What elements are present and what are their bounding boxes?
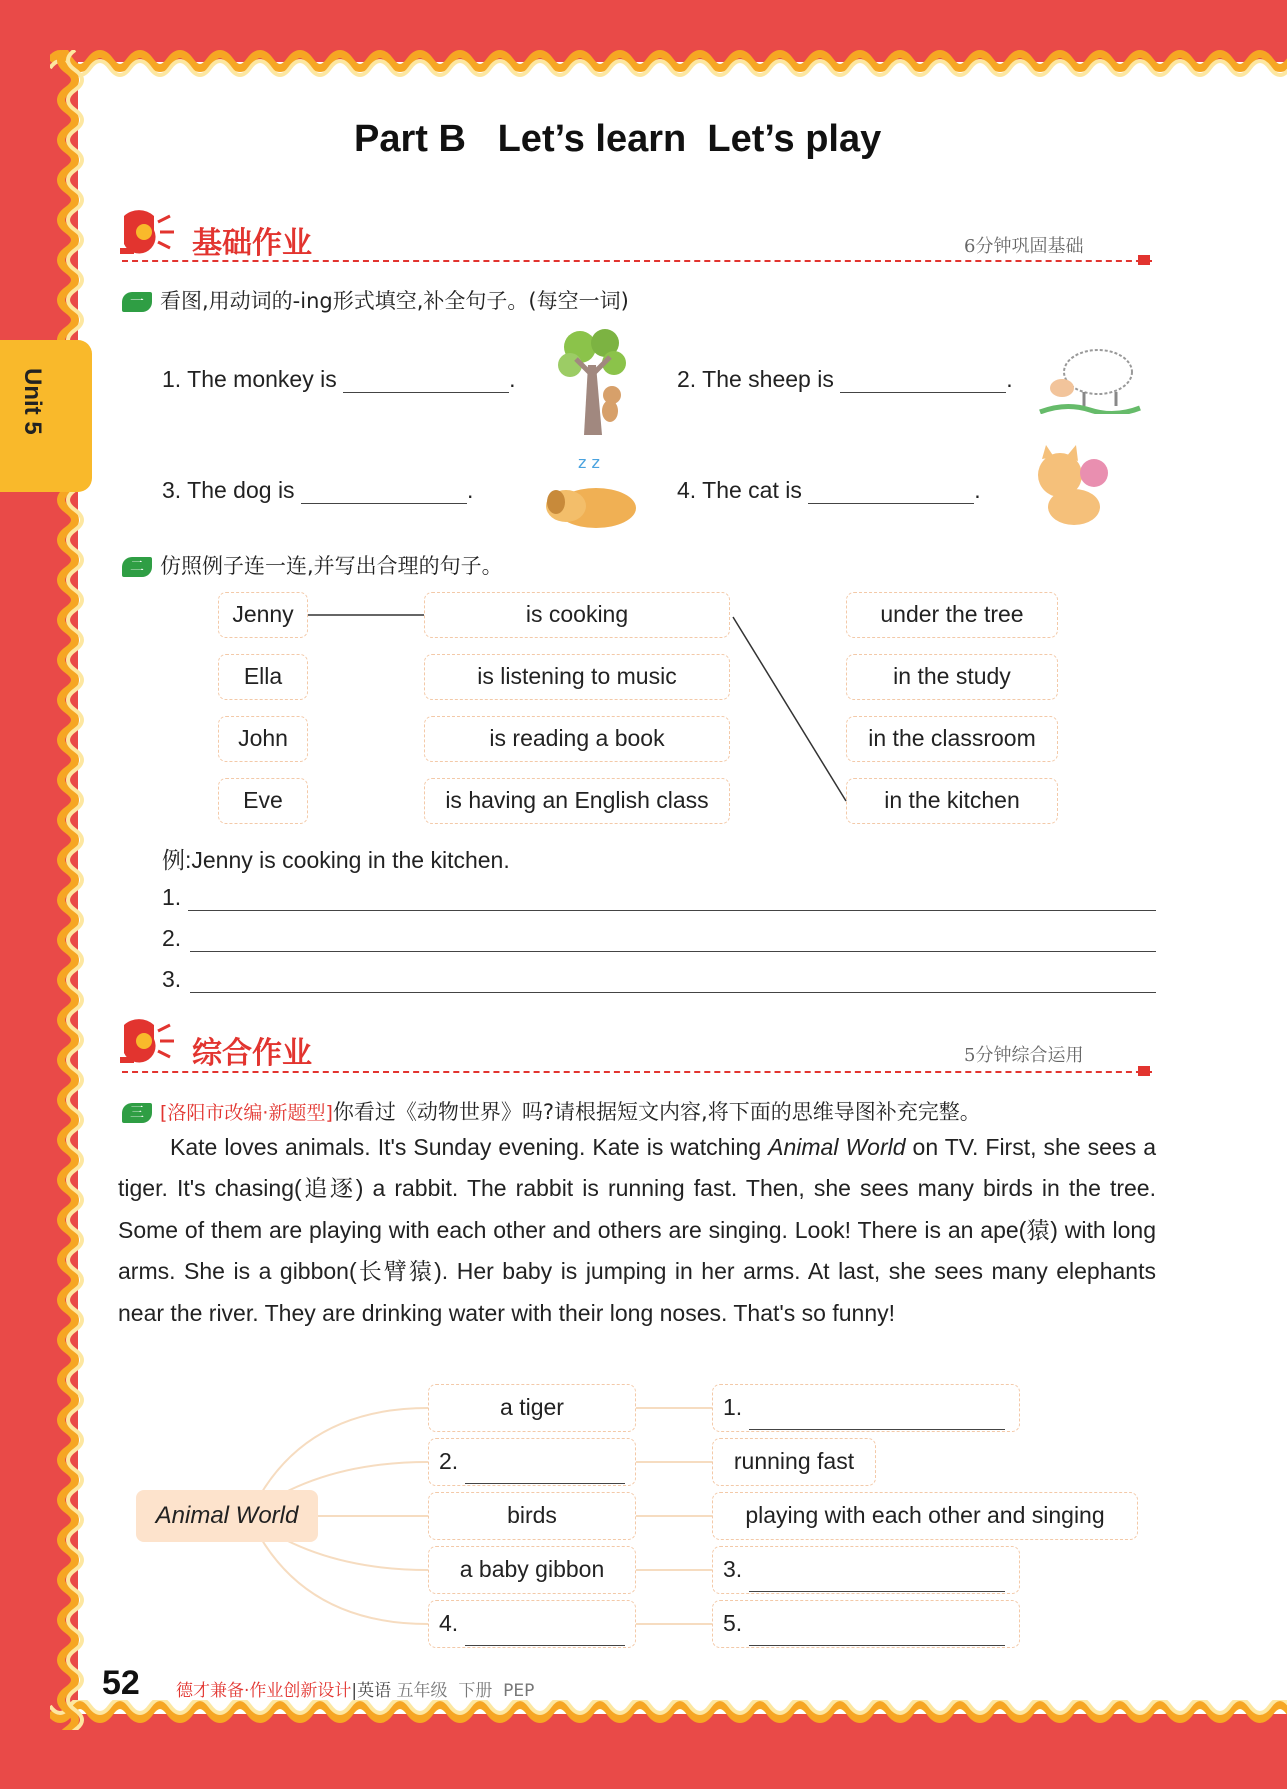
q2-badge: 二 [122,557,152,577]
q2-example: 例:Jenny is cooking in the kitchen. [162,847,510,873]
q1-item-1: 1. The monkey is . [162,366,516,392]
section-comprehensive-heading: 综合作业 [192,1036,312,1071]
q1-item-2: 2. The sheep is . [677,366,1013,392]
mindmap-mid-3: birds [428,1492,636,1540]
q3-instruction: 你看过《动物世界》吗?请根据短文内容,将下面的思维导图补充完整。 [332,1100,981,1124]
mindmap-right-5[interactable]: 5. [712,1600,1020,1648]
section-basic-time: 6分钟巩固基础 [964,236,1084,257]
blank-3[interactable] [301,503,467,504]
match-place-1[interactable]: under the tree [846,592,1058,638]
q3-source-tag: [洛阳市改编·新题型] [160,1102,333,1124]
q2-answer-line-2[interactable] [190,951,1156,952]
mindmap-mid-2[interactable]: 2. [428,1438,636,1486]
mindmap-mid-4: a baby gibbon [428,1546,636,1594]
sheep-eating-grass-image [1036,342,1144,414]
unit-tab [0,340,92,492]
match-action-3[interactable]: is reading a book [424,716,730,762]
bottom-wavy-border [50,1700,1287,1734]
mindmap-right-4[interactable]: 3. [712,1546,1020,1594]
q3-badge: 三 [122,1103,152,1123]
page-number: 52 [102,1664,140,1702]
q1-item-3: 3. The dog is . [162,477,474,503]
blank-4[interactable] [808,503,974,504]
match-name-4[interactable]: Eve [218,778,308,824]
mindmap-mid-5[interactable]: 4. [428,1600,636,1648]
q1-badge: 一 [122,292,152,312]
top-wavy-border [50,44,1287,78]
q1-instruction: 看图,用动词的-ing形式填空,补全句子。(每空一词) [160,289,629,313]
divider-end-mark [1138,255,1150,265]
section-divider [122,1071,1152,1073]
monkey-climbing-tree-image [540,325,650,437]
match-name-1[interactable]: Jenny [218,592,308,638]
q2-answer-line-1[interactable] [188,910,1156,911]
match-name-2[interactable]: Ella [218,654,308,700]
q3-passage: Kate loves animals. It's Sunday evening. Kate is watching Animal World on TV. First, she sees a tiger. It's chasing(追逐) a rabbit. The rabbit is running fast. Then, she sees many birds in the tree. Some of them are playing with each other and others are singing. Look! There is an ape(猿) with long arms. She is a gibbon(长臂猿). Her baby is jumping in her arms. At last, she sees many elephants near the river. They are drinking water with their long noses. That's so funny! [118,1134,1156,1326]
match-place-3[interactable]: in the classroom [846,716,1058,762]
match-place-2[interactable]: in the study [846,654,1058,700]
blank-2[interactable] [840,392,1006,393]
unit-tab-label: Unit 5 [19,368,46,435]
match-name-3[interactable]: John [218,716,308,762]
left-wavy-border [48,50,86,1730]
mindmap-mid-1: a tiger [428,1384,636,1432]
section-comprehensive-time: 5分钟综合运用 [964,1045,1084,1066]
match-action-2[interactable]: is listening to music [424,654,730,700]
mindmap-right-2: running fast [712,1438,876,1486]
section-basic-heading: 基础作业 [192,226,312,261]
alarm-bell-icon [118,1017,176,1065]
q2-instruction: 仿照例子连一连,并写出合理的句子。 [160,554,503,578]
mindmap-right-1[interactable]: 1. [712,1384,1020,1432]
page-title: Part B Let’s learn Let’s play [354,118,882,160]
mindmap-root: Animal World [136,1490,318,1542]
match-action-1[interactable]: is cooking [424,592,730,638]
blank-1[interactable] [343,392,509,393]
match-action-4[interactable]: is having an English class [424,778,730,824]
alarm-bell-icon [118,208,176,256]
sleeping-dog-image [538,448,642,534]
q2-line-label-1: 1. [162,884,182,910]
match-place-4[interactable]: in the kitchen [846,778,1058,824]
q1-item-4: 4. The cat is . [677,477,981,503]
q2-line-label-3: 3. [162,966,182,992]
q3-instruction-row [122,1096,981,1126]
footer-series: 德才兼备·作业创新设计|英语 五年级 下册 PEP [176,1681,535,1701]
q2-instruction-row [122,550,503,580]
svg-text:z z: z z [578,453,600,472]
mindmap-right-3: playing with each other and singing [712,1492,1138,1540]
cat-playing-ball-image [1024,445,1126,533]
q2-answer-line-3[interactable] [190,992,1156,993]
q1-instruction-row [122,285,629,315]
q2-line-label-2: 2. [162,925,182,951]
divider-end-mark [1138,1066,1150,1076]
section-divider [122,260,1152,262]
